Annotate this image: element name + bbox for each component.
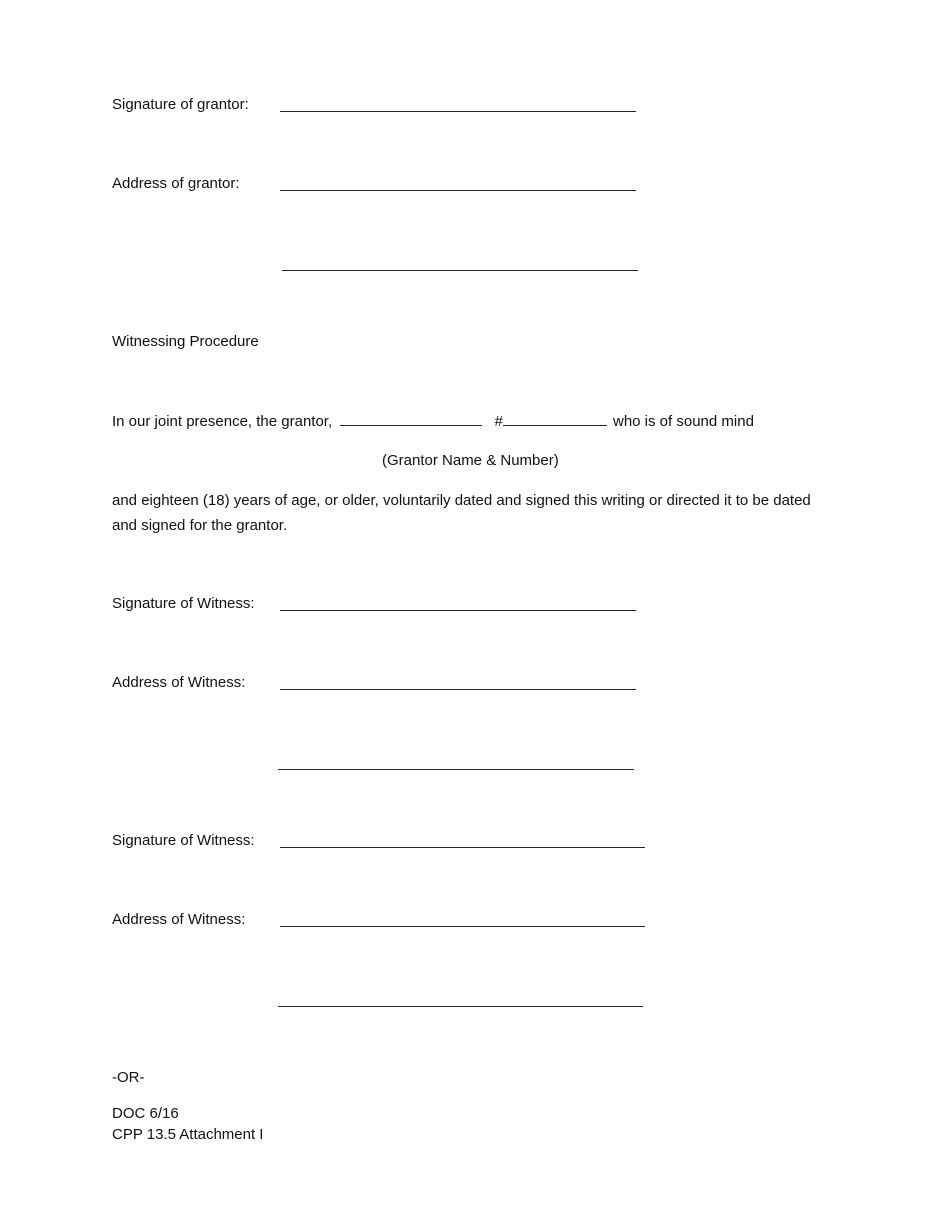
witness1-address-line-1[interactable] (280, 689, 636, 690)
witnessing-paragraph: and eighteen (18) years of age, or older, voluntarily dated and signed this writing or directed it to be dated and signed for the grantor. (112, 492, 811, 534)
witness1-signature-line[interactable] (280, 610, 636, 611)
grantor-address-line-1[interactable] (280, 190, 636, 191)
grantor-address-label: Address of grantor: (112, 175, 240, 192)
grantor-number-blank[interactable] (503, 412, 607, 426)
sentence-end: who is of sound mind (613, 413, 754, 430)
witness1-address-label: Address of Witness: (112, 674, 246, 691)
witness2-signature-line[interactable] (280, 847, 645, 848)
witness2-address-line-2[interactable] (278, 1006, 643, 1007)
witness1-signature-label: Signature of Witness: (112, 595, 255, 612)
grantor-signature-label: Signature of grantor: (112, 96, 249, 113)
number-prefix: # (494, 413, 503, 430)
grantor-name-number-caption: (Grantor Name & Number) (382, 452, 559, 469)
grantor-address-line-2[interactable] (282, 270, 638, 271)
or-separator: -OR- (112, 1069, 145, 1086)
witnessing-sentence (112, 412, 754, 431)
sentence-start: In our joint presence, the grantor, (112, 413, 333, 430)
footer-attachment: CPP 13.5 Attachment I (112, 1126, 264, 1143)
witness1-address-line-2[interactable] (278, 769, 634, 770)
grantor-name-blank[interactable] (340, 412, 482, 426)
witnessing-heading: Witnessing Procedure (112, 333, 259, 350)
witness2-signature-label: Signature of Witness: (112, 832, 255, 849)
grantor-signature-line[interactable] (280, 111, 636, 112)
witness2-address-line-1[interactable] (280, 926, 645, 927)
witness2-address-label: Address of Witness: (112, 911, 246, 928)
footer-doc-code: DOC 6/16 (112, 1105, 179, 1122)
